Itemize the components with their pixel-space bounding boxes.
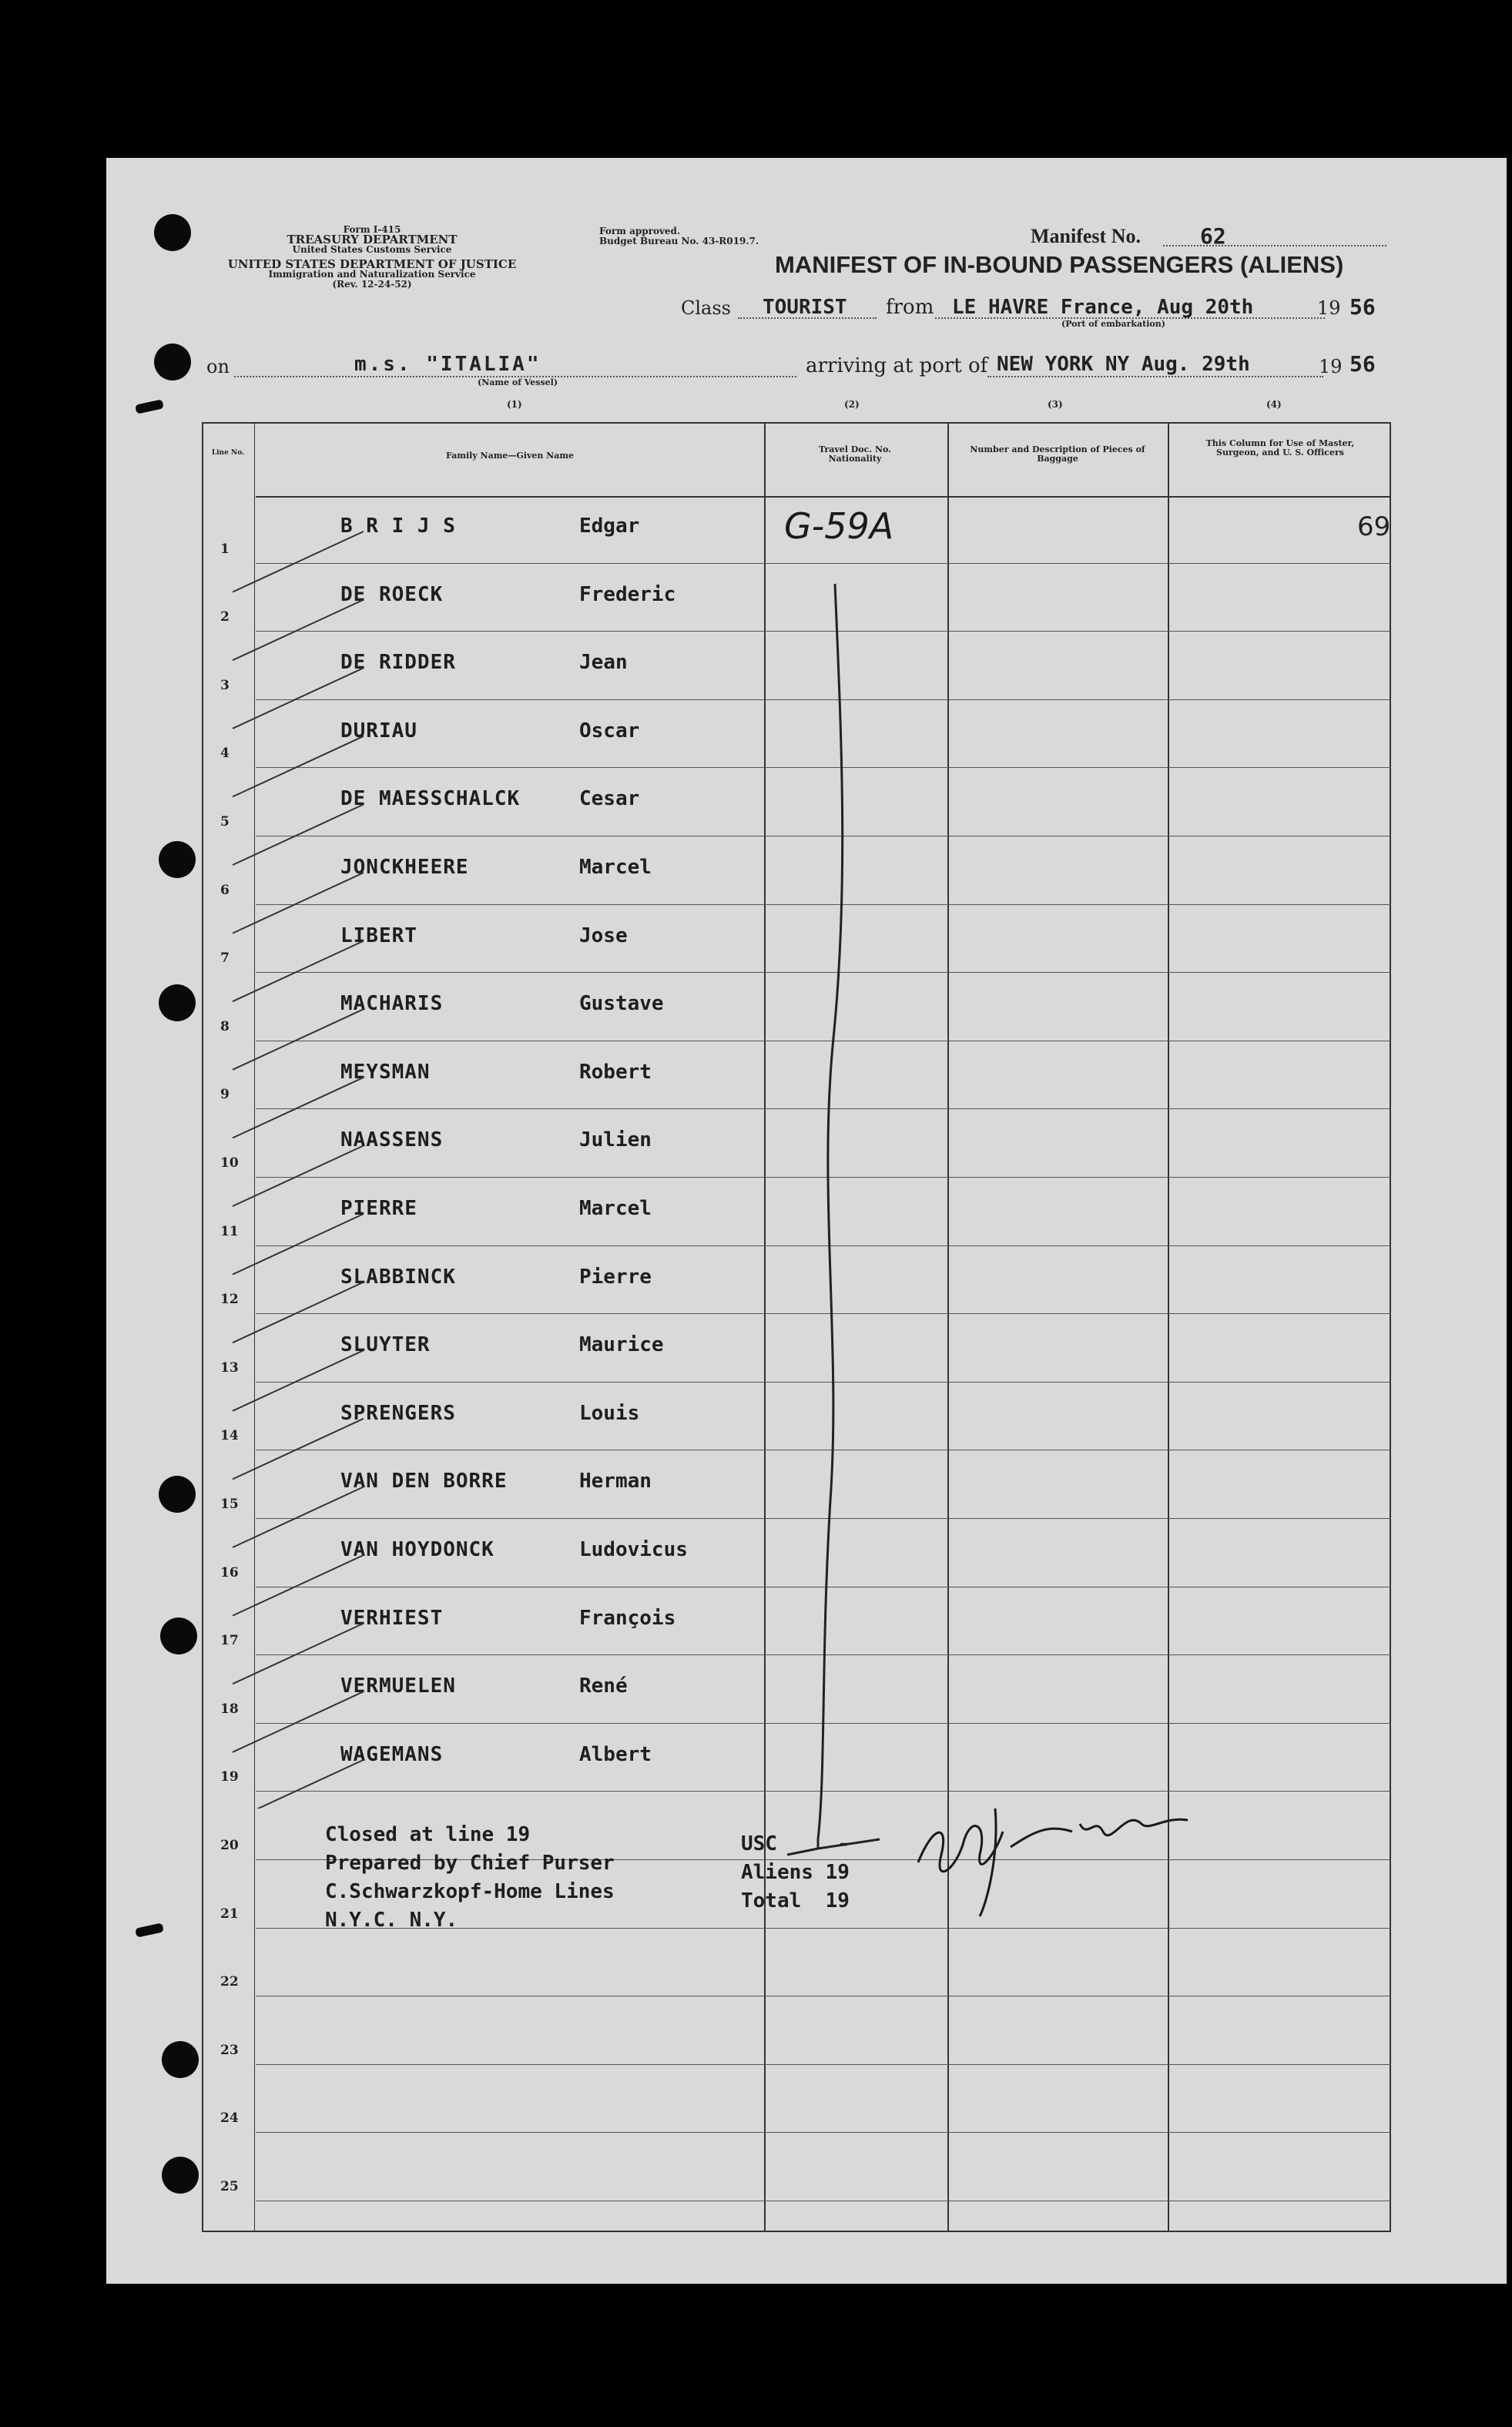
table-border-right xyxy=(1390,422,1391,2232)
family-name: LIBERT xyxy=(340,924,417,947)
purser-name: C.Schwarzkopf-Home Lines xyxy=(325,1880,615,1903)
given-name: Maurice xyxy=(579,1333,664,1357)
check-strokes xyxy=(217,422,417,1809)
family-name: SLUYTER xyxy=(340,1333,431,1357)
given-name: Gustave xyxy=(579,992,664,1016)
treasury-dept: TREASURY DEPARTMENT xyxy=(287,233,458,246)
family-name: VAN DEN BORRE xyxy=(340,1470,508,1493)
line-number: 24 xyxy=(220,2110,239,2127)
arriving-label: arriving at port of xyxy=(806,354,988,377)
arrival-value: NEW YORK NY Aug. 29th xyxy=(997,353,1250,376)
port-caption: (Port of embarkation) xyxy=(1061,319,1165,329)
header-line-no: Line No. xyxy=(211,449,245,457)
line-number: 1 xyxy=(220,541,230,557)
line-number: 8 xyxy=(220,1018,230,1034)
customs-service: United States Customs Service xyxy=(292,244,452,255)
line-number: 9 xyxy=(220,1087,230,1103)
revision: (Rev. 12-24-52) xyxy=(332,279,412,290)
punch-hole xyxy=(154,214,191,251)
totals-block xyxy=(741,1830,850,1916)
form-block xyxy=(199,225,545,290)
vessel-caption: (Name of Vessel) xyxy=(478,377,558,387)
from-year: 56 xyxy=(1349,294,1376,320)
given-name: Marcel xyxy=(579,1197,652,1220)
form-number: Form I-415 xyxy=(343,224,401,235)
header-bottom xyxy=(256,496,1391,498)
line-number: 7 xyxy=(220,950,230,967)
ins: Immigration and Naturalization Service xyxy=(268,269,476,280)
line-number: 20 xyxy=(220,1838,239,1853)
row-rule xyxy=(256,563,1391,564)
class-value: TOURIST xyxy=(763,296,847,319)
line-number: 14 xyxy=(220,1428,239,1444)
given-name: Frederic xyxy=(579,582,676,606)
line-number: 10 xyxy=(220,1155,239,1171)
officers-note: 69 xyxy=(1357,511,1391,542)
line-number: 2 xyxy=(220,609,230,625)
given-name: Jose xyxy=(579,924,628,947)
row-rule xyxy=(256,2132,1391,2133)
col-divider-3 xyxy=(947,422,949,2232)
from-year-prefix: 19 xyxy=(1317,297,1341,319)
given-name: Oscar xyxy=(579,719,640,743)
usc-count: USC - xyxy=(741,1832,850,1855)
family-name: MEYSMAN xyxy=(340,1060,431,1084)
given-name: Herman xyxy=(579,1470,652,1493)
punch-hole xyxy=(159,841,196,878)
given-name: René xyxy=(579,1674,628,1698)
given-name: Louis xyxy=(579,1401,640,1425)
line-number: 19 xyxy=(220,1769,239,1785)
passenger-table xyxy=(202,422,1391,2232)
table-bottom xyxy=(202,2231,1391,2232)
family-name: VERHIEST xyxy=(340,1606,444,1630)
given-name: Marcel xyxy=(579,856,652,879)
given-name: Edgar xyxy=(579,515,640,538)
approval-line2: Budget Bureau No. 43-R019.7. xyxy=(599,236,759,246)
manifest-no-line xyxy=(1163,245,1386,246)
manifest-number: 62 xyxy=(1200,223,1226,249)
column-number-2: (2) xyxy=(844,399,860,410)
arrival-line xyxy=(987,376,1323,377)
column-number-4: (4) xyxy=(1266,399,1282,410)
given-name: Robert xyxy=(579,1060,652,1084)
given-name: Julien xyxy=(579,1128,652,1152)
family-name: NAASSENS xyxy=(340,1128,444,1152)
line-number: 4 xyxy=(220,746,230,762)
family-name: DE MAESSCHALCK xyxy=(340,787,521,811)
aliens-count: Aliens 19 xyxy=(741,1861,850,1884)
line-number: 16 xyxy=(220,1564,239,1581)
family-name: JONCKHEERE xyxy=(340,856,469,879)
arrival-year: 56 xyxy=(1349,351,1376,377)
given-name: François xyxy=(579,1606,676,1630)
line-number: 5 xyxy=(220,814,230,830)
header-baggage: Number and Description of Pieces of Baggage xyxy=(970,444,1145,464)
family-name: DE RIDDER xyxy=(340,651,456,675)
line-number: 18 xyxy=(220,1701,239,1717)
punch-hole xyxy=(162,2157,199,2194)
approval-line1: Form approved. xyxy=(599,226,681,236)
row-rule xyxy=(256,2064,1391,2065)
header-travel-doc: Travel Doc. No. Nationality xyxy=(819,444,891,464)
col-divider-2 xyxy=(764,422,766,2232)
given-name: Albert xyxy=(579,1742,652,1766)
line-number: 22 xyxy=(220,1974,239,1990)
on-label: on xyxy=(206,356,230,377)
punch-hole xyxy=(162,2041,199,2078)
signature xyxy=(910,1778,1234,1924)
line-number: 23 xyxy=(220,2042,239,2058)
family-name: DE ROECK xyxy=(340,582,444,606)
column-number-3: (3) xyxy=(1048,399,1063,410)
line-number: 17 xyxy=(220,1633,239,1649)
family-name: SLABBINCK xyxy=(340,1265,456,1289)
vessel-name: m.s. "ITALIA" xyxy=(354,353,541,376)
line-number: 12 xyxy=(220,1292,239,1308)
line-number: 11 xyxy=(220,1223,239,1239)
approval-block xyxy=(599,226,759,246)
travel-doc-handwritten: G-59A xyxy=(784,505,894,547)
given-name: Ludovicus xyxy=(579,1538,688,1561)
arrival-year-prefix: 19 xyxy=(1319,356,1343,377)
doj: UNITED STATES DEPARTMENT OF JUSTICE xyxy=(227,257,517,271)
given-name: Jean xyxy=(579,651,628,675)
family-name: B R I J S xyxy=(340,515,456,538)
header-officers: This Column for Use of Master, Surgeon, and U. S. Officers xyxy=(1205,438,1355,458)
family-name: PIERRE xyxy=(340,1197,417,1220)
total-count: Total 19 xyxy=(741,1889,850,1912)
ditto-bracket xyxy=(787,576,895,1893)
given-name: Pierre xyxy=(579,1265,652,1289)
manifest-title: MANIFEST OF IN-BOUND PASSENGERS (ALIENS) xyxy=(775,251,1344,278)
line-number: 13 xyxy=(220,1359,239,1376)
family-name: VERMUELEN xyxy=(340,1674,456,1698)
header-name: Family Name—Given Name xyxy=(446,451,574,461)
from-label: from xyxy=(886,296,934,319)
from-value: LE HAVRE France, Aug 20th xyxy=(952,296,1254,319)
family-name: VAN HOYDONCK xyxy=(340,1538,495,1561)
col-divider-4 xyxy=(1168,422,1169,2232)
closing-note xyxy=(325,1821,615,1935)
family-name: MACHARIS xyxy=(340,992,444,1016)
line-number: 25 xyxy=(220,2179,239,2194)
punch-hole xyxy=(160,1617,197,1654)
closed-at-line: Closed at line 19 xyxy=(325,1823,531,1846)
family-name: DURIAU xyxy=(340,719,417,743)
line-number: 15 xyxy=(220,1497,239,1512)
punch-hole xyxy=(159,1476,196,1513)
column-number-1: (1) xyxy=(507,399,522,410)
punch-hole xyxy=(159,984,196,1021)
prepared-by: Prepared by Chief Purser xyxy=(325,1852,615,1875)
line-number: 3 xyxy=(220,677,230,693)
family-name: SPRENGERS xyxy=(340,1401,456,1425)
family-name: WAGEMANS xyxy=(340,1742,444,1766)
manifest-no-label: Manifest No. xyxy=(1031,225,1141,247)
purser-city: N.Y.C. N.Y. xyxy=(325,1909,458,1932)
punch-hole xyxy=(154,344,191,380)
table-border-left xyxy=(202,422,203,2232)
given-name: Cesar xyxy=(579,787,640,811)
line-number: 21 xyxy=(220,1906,239,1922)
line-number: 6 xyxy=(220,882,230,898)
class-label: Class xyxy=(681,297,731,319)
